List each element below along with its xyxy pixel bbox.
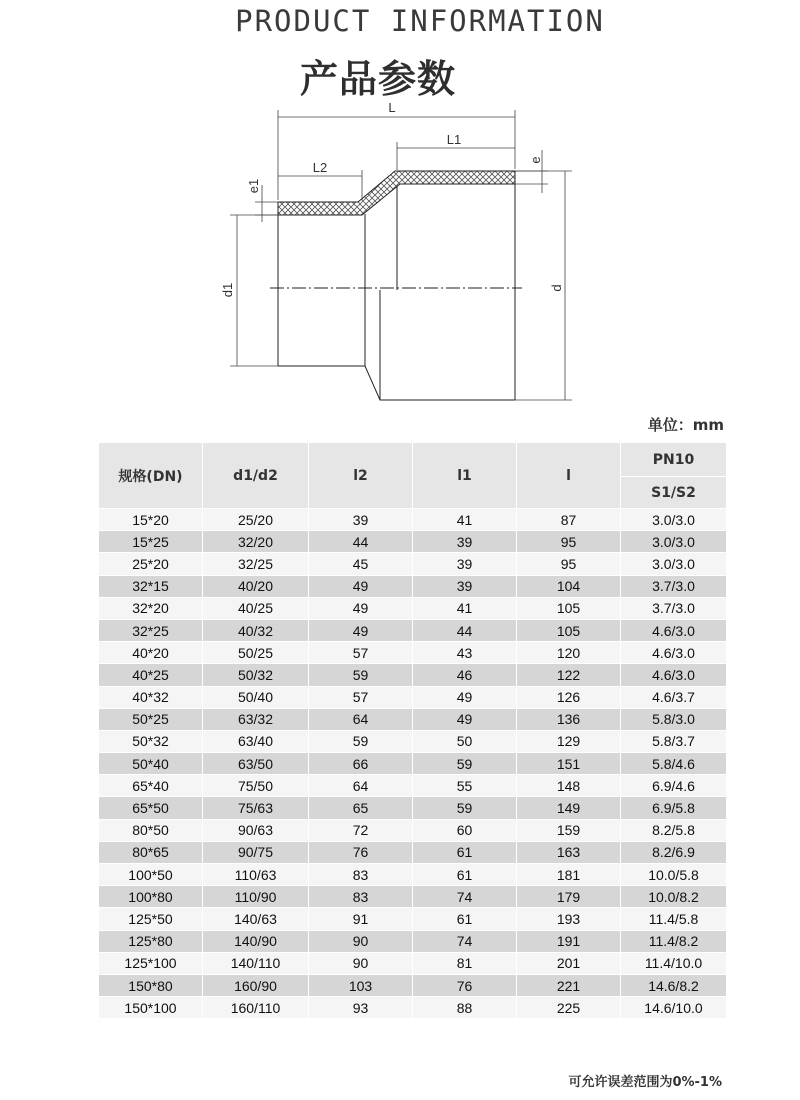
cell-s1s2: 3.7/3.0 bbox=[621, 575, 727, 597]
cell-l: 120 bbox=[517, 642, 621, 664]
cell-spec: 15*25 bbox=[99, 531, 203, 553]
cell-l1: 49 bbox=[413, 686, 517, 708]
cell-l1: 46 bbox=[413, 664, 517, 686]
cell-l: 221 bbox=[517, 974, 621, 996]
cell-l2: 57 bbox=[309, 642, 413, 664]
table-row bbox=[99, 619, 727, 641]
label-e: e bbox=[528, 156, 543, 164]
header-spec: 规格(DN) bbox=[99, 443, 203, 509]
cell-l: 129 bbox=[517, 730, 621, 752]
cell-spec: 150*80 bbox=[99, 974, 203, 996]
header-l2: l2 bbox=[309, 443, 413, 509]
cell-l2: 72 bbox=[309, 819, 413, 841]
spec-table bbox=[98, 442, 727, 1019]
cell-s1s2: 10.0/5.8 bbox=[621, 864, 727, 886]
cell-l1: 61 bbox=[413, 908, 517, 930]
cell-d1d2: 90/75 bbox=[203, 841, 309, 863]
cell-s1s2: 6.9/5.8 bbox=[621, 797, 727, 819]
cell-l2: 44 bbox=[309, 531, 413, 553]
cell-s1s2: 4.6/3.7 bbox=[621, 686, 727, 708]
cell-s1s2: 3.0/3.0 bbox=[621, 509, 727, 531]
cell-l1: 61 bbox=[413, 841, 517, 863]
reducer-technical-drawing bbox=[215, 100, 585, 410]
table-row bbox=[99, 575, 727, 597]
cell-spec: 25*20 bbox=[99, 553, 203, 575]
cell-spec: 65*40 bbox=[99, 775, 203, 797]
table-row bbox=[99, 908, 727, 930]
cell-d1d2: 90/63 bbox=[203, 819, 309, 841]
cell-spec: 40*32 bbox=[99, 686, 203, 708]
cell-d1d2: 40/32 bbox=[203, 619, 309, 641]
cell-l2: 83 bbox=[309, 864, 413, 886]
cell-l2: 91 bbox=[309, 908, 413, 930]
cell-l1: 81 bbox=[413, 952, 517, 974]
cell-s1s2: 5.8/3.0 bbox=[621, 708, 727, 730]
cell-l2: 49 bbox=[309, 597, 413, 619]
cell-d1d2: 63/50 bbox=[203, 753, 309, 775]
cell-spec: 32*15 bbox=[99, 575, 203, 597]
table-row bbox=[99, 930, 727, 952]
cell-s1s2: 3.0/3.0 bbox=[621, 553, 727, 575]
table-row bbox=[99, 997, 727, 1019]
cell-l1: 41 bbox=[413, 509, 517, 531]
cell-spec: 40*25 bbox=[99, 664, 203, 686]
spec-table-body bbox=[99, 509, 727, 1019]
label-l: L bbox=[388, 100, 396, 115]
table-row bbox=[99, 864, 727, 886]
cell-d1d2: 140/90 bbox=[203, 930, 309, 952]
cell-spec: 100*50 bbox=[99, 864, 203, 886]
cell-spec: 32*25 bbox=[99, 619, 203, 641]
table-row bbox=[99, 974, 727, 996]
cell-spec: 50*40 bbox=[99, 753, 203, 775]
page-title-chinese: 产品参数 bbox=[300, 57, 457, 101]
table-row bbox=[99, 753, 727, 775]
table-row bbox=[99, 531, 727, 553]
table-row bbox=[99, 775, 727, 797]
cell-l2: 64 bbox=[309, 775, 413, 797]
cell-l1: 74 bbox=[413, 886, 517, 908]
table-row bbox=[99, 841, 727, 863]
table-row bbox=[99, 686, 727, 708]
cell-l: 151 bbox=[517, 753, 621, 775]
label-d1: d1 bbox=[220, 282, 235, 298]
cell-s1s2: 8.2/5.8 bbox=[621, 819, 727, 841]
cell-l2: 65 bbox=[309, 797, 413, 819]
cell-l2: 45 bbox=[309, 553, 413, 575]
cell-s1s2: 11.4/8.2 bbox=[621, 930, 727, 952]
cell-d1d2: 50/32 bbox=[203, 664, 309, 686]
cell-d1d2: 160/110 bbox=[203, 997, 309, 1019]
cell-l2: 76 bbox=[309, 841, 413, 863]
cell-d1d2: 40/25 bbox=[203, 597, 309, 619]
cell-l1: 41 bbox=[413, 597, 517, 619]
cell-l: 159 bbox=[517, 819, 621, 841]
cell-l: 126 bbox=[517, 686, 621, 708]
cell-spec: 100*80 bbox=[99, 886, 203, 908]
cell-l2: 64 bbox=[309, 708, 413, 730]
cell-s1s2: 3.0/3.0 bbox=[621, 531, 727, 553]
cell-spec: 15*20 bbox=[99, 509, 203, 531]
cell-spec: 125*100 bbox=[99, 952, 203, 974]
cell-l: 193 bbox=[517, 908, 621, 930]
cell-d1d2: 140/110 bbox=[203, 952, 309, 974]
cell-d1d2: 50/40 bbox=[203, 686, 309, 708]
cell-l: 87 bbox=[517, 509, 621, 531]
cell-l2: 39 bbox=[309, 509, 413, 531]
cell-spec: 32*20 bbox=[99, 597, 203, 619]
cell-l2: 57 bbox=[309, 686, 413, 708]
cell-spec: 80*50 bbox=[99, 819, 203, 841]
cell-l: 225 bbox=[517, 997, 621, 1019]
cell-l: 201 bbox=[517, 952, 621, 974]
cell-d1d2: 110/63 bbox=[203, 864, 309, 886]
cell-s1s2: 5.8/4.6 bbox=[621, 753, 727, 775]
table-row bbox=[99, 597, 727, 619]
tolerance-note: 可允许误差范围为0%-1% bbox=[568, 1075, 722, 1090]
table-row bbox=[99, 797, 727, 819]
cell-l2: 90 bbox=[309, 930, 413, 952]
cell-l2: 83 bbox=[309, 886, 413, 908]
cell-spec: 125*80 bbox=[99, 930, 203, 952]
cell-l1: 60 bbox=[413, 819, 517, 841]
table-row bbox=[99, 886, 727, 908]
cell-l2: 103 bbox=[309, 974, 413, 996]
page-title-english: PRODUCT INFORMATION bbox=[235, 4, 605, 38]
cell-s1s2: 10.0/8.2 bbox=[621, 886, 727, 908]
header-d1d2: d1/d2 bbox=[203, 443, 309, 509]
cell-s1s2: 4.6/3.0 bbox=[621, 619, 727, 641]
cell-l: 179 bbox=[517, 886, 621, 908]
cell-s1s2: 11.4/5.8 bbox=[621, 908, 727, 930]
cell-d1d2: 63/32 bbox=[203, 708, 309, 730]
cell-l1: 49 bbox=[413, 708, 517, 730]
cell-l2: 59 bbox=[309, 730, 413, 752]
cell-l: 105 bbox=[517, 597, 621, 619]
cell-spec: 50*32 bbox=[99, 730, 203, 752]
header-l1: l1 bbox=[413, 443, 517, 509]
cell-l1: 55 bbox=[413, 775, 517, 797]
cell-l1: 39 bbox=[413, 575, 517, 597]
cell-s1s2: 6.9/4.6 bbox=[621, 775, 727, 797]
cell-s1s2: 3.7/3.0 bbox=[621, 597, 727, 619]
cell-d1d2: 75/63 bbox=[203, 797, 309, 819]
cell-s1s2: 4.6/3.0 bbox=[621, 642, 727, 664]
cell-s1s2: 5.8/3.7 bbox=[621, 730, 727, 752]
cell-spec: 80*65 bbox=[99, 841, 203, 863]
cell-d1d2: 160/90 bbox=[203, 974, 309, 996]
cell-s1s2: 14.6/10.0 bbox=[621, 997, 727, 1019]
cell-l1: 50 bbox=[413, 730, 517, 752]
header-l: l bbox=[517, 443, 621, 509]
header-pn10: PN10 bbox=[621, 443, 727, 477]
table-row bbox=[99, 509, 727, 531]
header-s1s2: S1/S2 bbox=[621, 477, 727, 509]
cell-l2: 93 bbox=[309, 997, 413, 1019]
table-row bbox=[99, 819, 727, 841]
table-row bbox=[99, 952, 727, 974]
table-row bbox=[99, 708, 727, 730]
cell-d1d2: 63/40 bbox=[203, 730, 309, 752]
label-l2: L2 bbox=[312, 160, 328, 175]
cell-l1: 74 bbox=[413, 930, 517, 952]
cell-l: 104 bbox=[517, 575, 621, 597]
cell-l2: 49 bbox=[309, 619, 413, 641]
table-row bbox=[99, 730, 727, 752]
cell-l: 136 bbox=[517, 708, 621, 730]
cell-l2: 59 bbox=[309, 664, 413, 686]
cell-l2: 90 bbox=[309, 952, 413, 974]
cell-d1d2: 25/20 bbox=[203, 509, 309, 531]
cell-l1: 39 bbox=[413, 531, 517, 553]
cell-l1: 43 bbox=[413, 642, 517, 664]
table-row bbox=[99, 553, 727, 575]
cell-l: 181 bbox=[517, 864, 621, 886]
cell-l2: 66 bbox=[309, 753, 413, 775]
cell-d1d2: 50/25 bbox=[203, 642, 309, 664]
table-row bbox=[99, 664, 727, 686]
cell-spec: 150*100 bbox=[99, 997, 203, 1019]
cell-l1: 44 bbox=[413, 619, 517, 641]
cell-d1d2: 140/63 bbox=[203, 908, 309, 930]
cell-spec: 125*50 bbox=[99, 908, 203, 930]
cell-spec: 40*20 bbox=[99, 642, 203, 664]
cell-spec: 50*25 bbox=[99, 708, 203, 730]
cell-l1: 61 bbox=[413, 864, 517, 886]
cell-l: 149 bbox=[517, 797, 621, 819]
cell-l: 191 bbox=[517, 930, 621, 952]
cell-s1s2: 11.4/10.0 bbox=[621, 952, 727, 974]
cell-s1s2: 4.6/3.0 bbox=[621, 664, 727, 686]
cell-l: 122 bbox=[517, 664, 621, 686]
cell-s1s2: 14.6/8.2 bbox=[621, 974, 727, 996]
cell-l1: 88 bbox=[413, 997, 517, 1019]
label-d: d bbox=[549, 284, 564, 292]
cell-d1d2: 75/50 bbox=[203, 775, 309, 797]
cell-l: 148 bbox=[517, 775, 621, 797]
cell-l: 163 bbox=[517, 841, 621, 863]
unit-label: 单位：mm bbox=[647, 416, 724, 434]
cell-l1: 59 bbox=[413, 797, 517, 819]
cell-d1d2: 32/25 bbox=[203, 553, 309, 575]
cell-l: 95 bbox=[517, 531, 621, 553]
bottom-taper-edge bbox=[365, 366, 515, 400]
table-row bbox=[99, 642, 727, 664]
cell-l: 95 bbox=[517, 553, 621, 575]
cell-l: 105 bbox=[517, 619, 621, 641]
cell-l1: 39 bbox=[413, 553, 517, 575]
cell-s1s2: 8.2/6.9 bbox=[621, 841, 727, 863]
cell-d1d2: 110/90 bbox=[203, 886, 309, 908]
cell-d1d2: 32/20 bbox=[203, 531, 309, 553]
label-l1: L1 bbox=[446, 132, 462, 147]
cell-l1: 76 bbox=[413, 974, 517, 996]
cell-l1: 59 bbox=[413, 753, 517, 775]
cell-spec: 65*50 bbox=[99, 797, 203, 819]
cell-l2: 49 bbox=[309, 575, 413, 597]
cell-d1d2: 40/20 bbox=[203, 575, 309, 597]
label-e1: e1 bbox=[246, 178, 261, 194]
